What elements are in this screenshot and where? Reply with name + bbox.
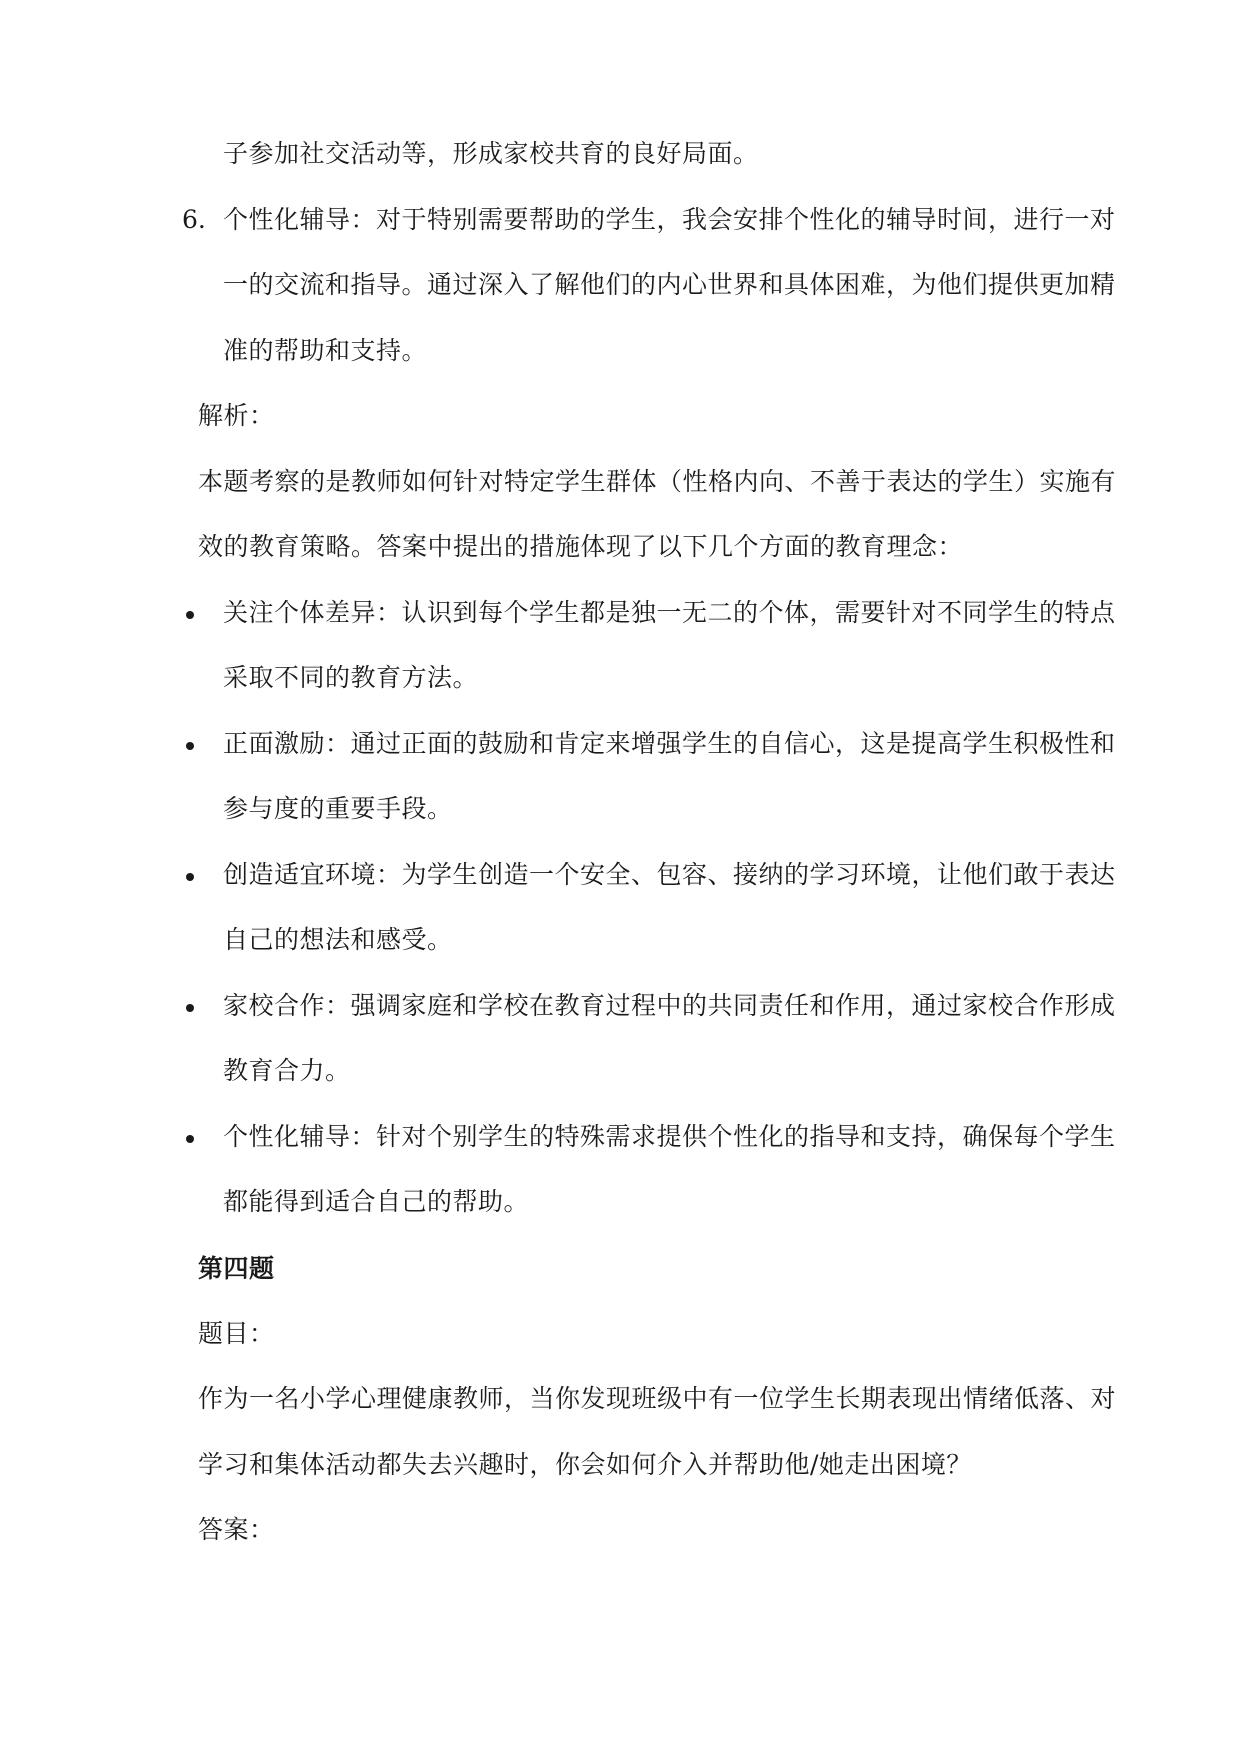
bullet-3-line-1: 创造适宜环境：为学生创造一个安全、包容、接纳的学习环境，让他们敢于表达 (223, 860, 1116, 889)
bullet-1-line-2: 采取不同的教育方法。 (223, 663, 479, 692)
analysis-paragraph-line-2: 效的教育策略。答案中提出的措施体现了以下几个方面的教育理念： (198, 532, 964, 561)
question-text-line-2: 学习和集体活动都失去兴趣时，你会如何介入并帮助他/她走出困境？ (198, 1450, 972, 1479)
bullet-dot-icon (186, 742, 194, 750)
bullet-dot-icon (186, 873, 194, 881)
bullet-2-line-1: 正面激励：通过正面的鼓励和肯定来增强学生的自信心，这是提高学生积极性和 (223, 729, 1116, 758)
bullet-4-line-2: 教育合力。 (223, 1056, 351, 1085)
bullet-2-line-2: 参与度的重要手段。 (223, 794, 453, 823)
item6-line-3: 准的帮助和支持。 (223, 336, 428, 365)
bullet-3-line-2: 自己的想法和感受。 (223, 925, 453, 954)
question-label: 题目： (198, 1319, 275, 1348)
item6-line-1: 个性化辅导：对于特别需要帮助的学生，我会安排个性化的辅导时间，进行一对 (223, 205, 1116, 234)
bullet-dot-icon (186, 1004, 194, 1012)
bullet-1-line-1: 关注个体差异：认识到每个学生都是独一无二的个体，需要针对不同学生的特点 (223, 598, 1116, 627)
continuation-line: 子参加社交活动等，形成家校共育的良好局面。 (223, 139, 759, 168)
analysis-paragraph-line-1: 本题考察的是教师如何针对特定学生群体（性格内向、不善于表达的学生）实施有 (198, 467, 1117, 496)
answer-label: 答案： (198, 1515, 275, 1544)
list-number-6: 6. (182, 205, 206, 234)
question-text-line-1: 作为一名小学心理健康教师，当你发现班级中有一位学生长期表现出情绪低落、对 (198, 1384, 1117, 1413)
analysis-label: 解析： (198, 401, 275, 430)
bullet-5-line-2: 都能得到适合自己的帮助。 (223, 1187, 530, 1216)
bullet-dot-icon (186, 611, 194, 619)
bullet-4-line-1: 家校合作：强调家庭和学校在教育过程中的共同责任和作用，通过家校合作形成 (223, 991, 1116, 1020)
question-4-heading: 第四题 (198, 1254, 275, 1283)
bullet-5-line-1: 个性化辅导：针对个别学生的特殊需求提供个性化的指导和支持，确保每个学生 (223, 1122, 1116, 1151)
bullet-dot-icon (186, 1135, 194, 1143)
item6-line-2: 一的交流和指导。通过深入了解他们的内心世界和具体困难，为他们提供更加精 (223, 270, 1116, 299)
